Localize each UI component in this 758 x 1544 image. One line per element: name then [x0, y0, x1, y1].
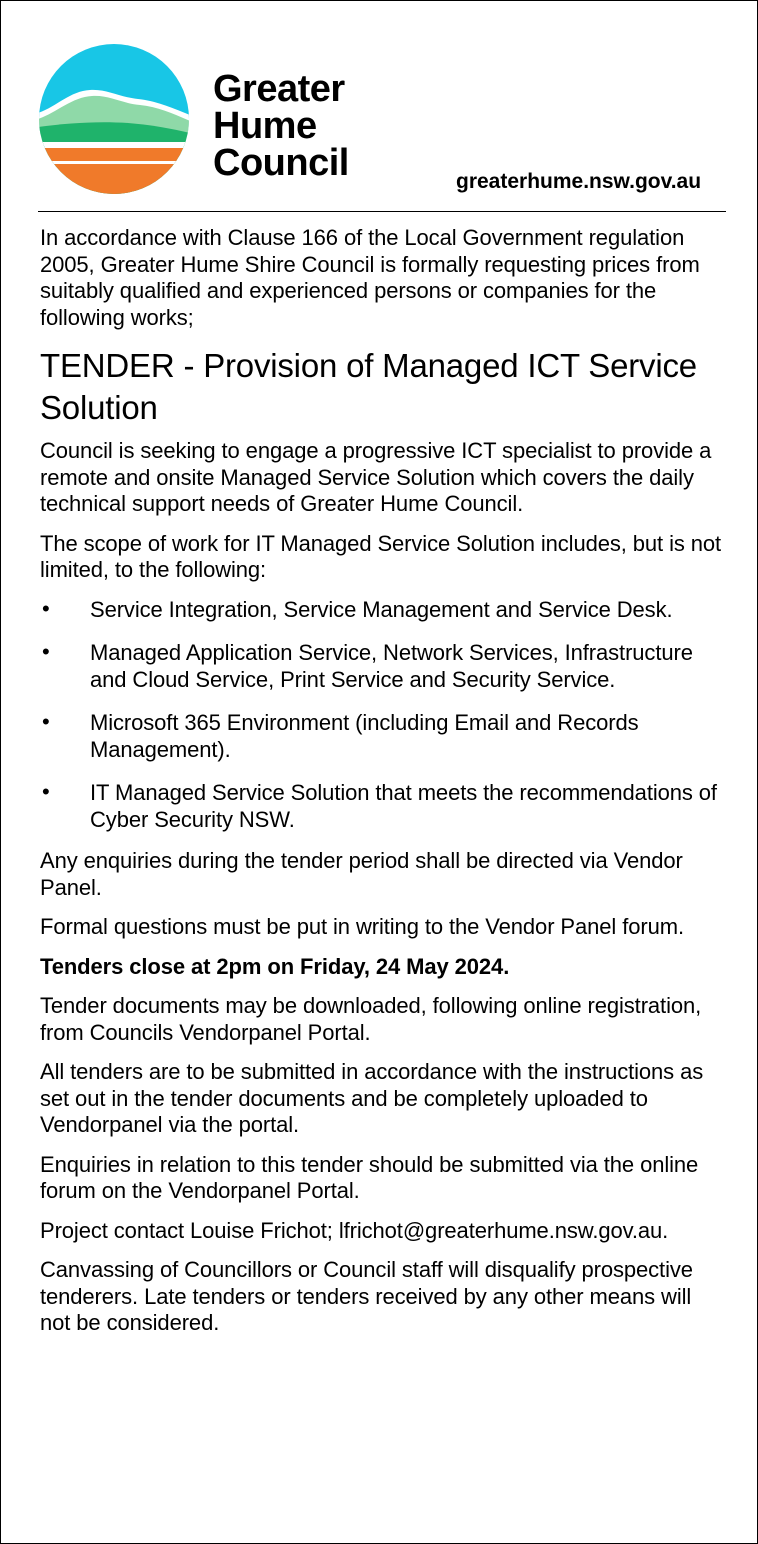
council-name-line1: Greater	[213, 68, 345, 110]
notice-header	[1, 1, 757, 213]
council-name-line2: Hume	[213, 105, 317, 147]
intro-paragraph: In accordance with Clause 166 of the Local Government regulation 2005, Greater Hume Shire Council is formally requesting prices from suitably qualified and experienced persons or companies for the following works;	[40, 225, 700, 330]
list-item	[40, 640, 725, 693]
scope-list	[40, 597, 725, 834]
description-paragraph: Council is seeking to engage a progressive ICT specialist to provide a remote and onsite Managed Service Solution which covers the daily technical support needs of Greater Hume Council.	[40, 438, 712, 516]
header-divider	[38, 211, 726, 212]
bullet-icon: •	[42, 595, 50, 621]
logo-sand-shape	[38, 148, 190, 195]
bullet-icon: •	[42, 639, 50, 664]
council-name	[213, 68, 349, 184]
formal-questions-paragraph: Formal questions must be put in writing to the Vendor Panel forum.	[40, 914, 684, 939]
bullet-icon: •	[42, 779, 50, 804]
scope-item-text: Service Integration, Service Management and Service Desk.	[90, 596, 673, 622]
council-logo-icon	[38, 43, 190, 195]
scope-item-text: IT Managed Service Solution that meets the recommendations of Cyber Security NSW.	[90, 780, 717, 832]
list-item	[40, 597, 725, 624]
list-item	[40, 710, 725, 763]
canvassing-paragraph: Canvassing of Councillors or Council staff will disqualify prospective tenderers. Late tenders or tenders received by any other means will not be considered.	[40, 1257, 693, 1335]
closing-date-paragraph: Tenders close at 2pm on Friday, 24 May 2024.	[40, 953, 510, 979]
scope-intro-paragraph: The scope of work for IT Managed Service Solution includes, but is not limited, to the following:	[40, 530, 722, 582]
enquiries-paragraph: Any enquiries during the tender period shall be directed via Vendor Panel.	[40, 848, 683, 900]
website-url[interactable]: greaterhume.nsw.gov.au	[456, 170, 702, 193]
enquiries-forum-paragraph: Enquiries in relation to this tender should be submitted via the online forum on the Vendorpanel Portal.	[40, 1151, 699, 1203]
contact-paragraph[interactable]: Project contact Louise Frichot; lfrichot@greaterhume.nsw.gov.au.	[40, 1217, 669, 1243]
council-name-line3: Council	[213, 142, 349, 184]
tender-title: TENDER - Provision of Managed ICT Service Solution	[40, 347, 697, 426]
scope-item-text: Managed Application Service, Network Services, Infrastructure and Cloud Service, Print Service and Security Service.	[90, 640, 693, 692]
documents-paragraph: Tender documents may be downloaded, following online registration, from Councils Vendorpanel Portal.	[40, 993, 702, 1045]
list-item	[40, 780, 725, 833]
submission-paragraph: All tenders are to be submitted in accordance with the instructions as set out in the tender documents and be completely uploaded to Vendorpanel via the portal.	[40, 1059, 704, 1137]
bullet-icon: •	[42, 709, 50, 734]
notice-content	[40, 225, 725, 1350]
scope-item-text: Microsoft 365 Environment (including Email and Records Management).	[90, 710, 639, 762]
